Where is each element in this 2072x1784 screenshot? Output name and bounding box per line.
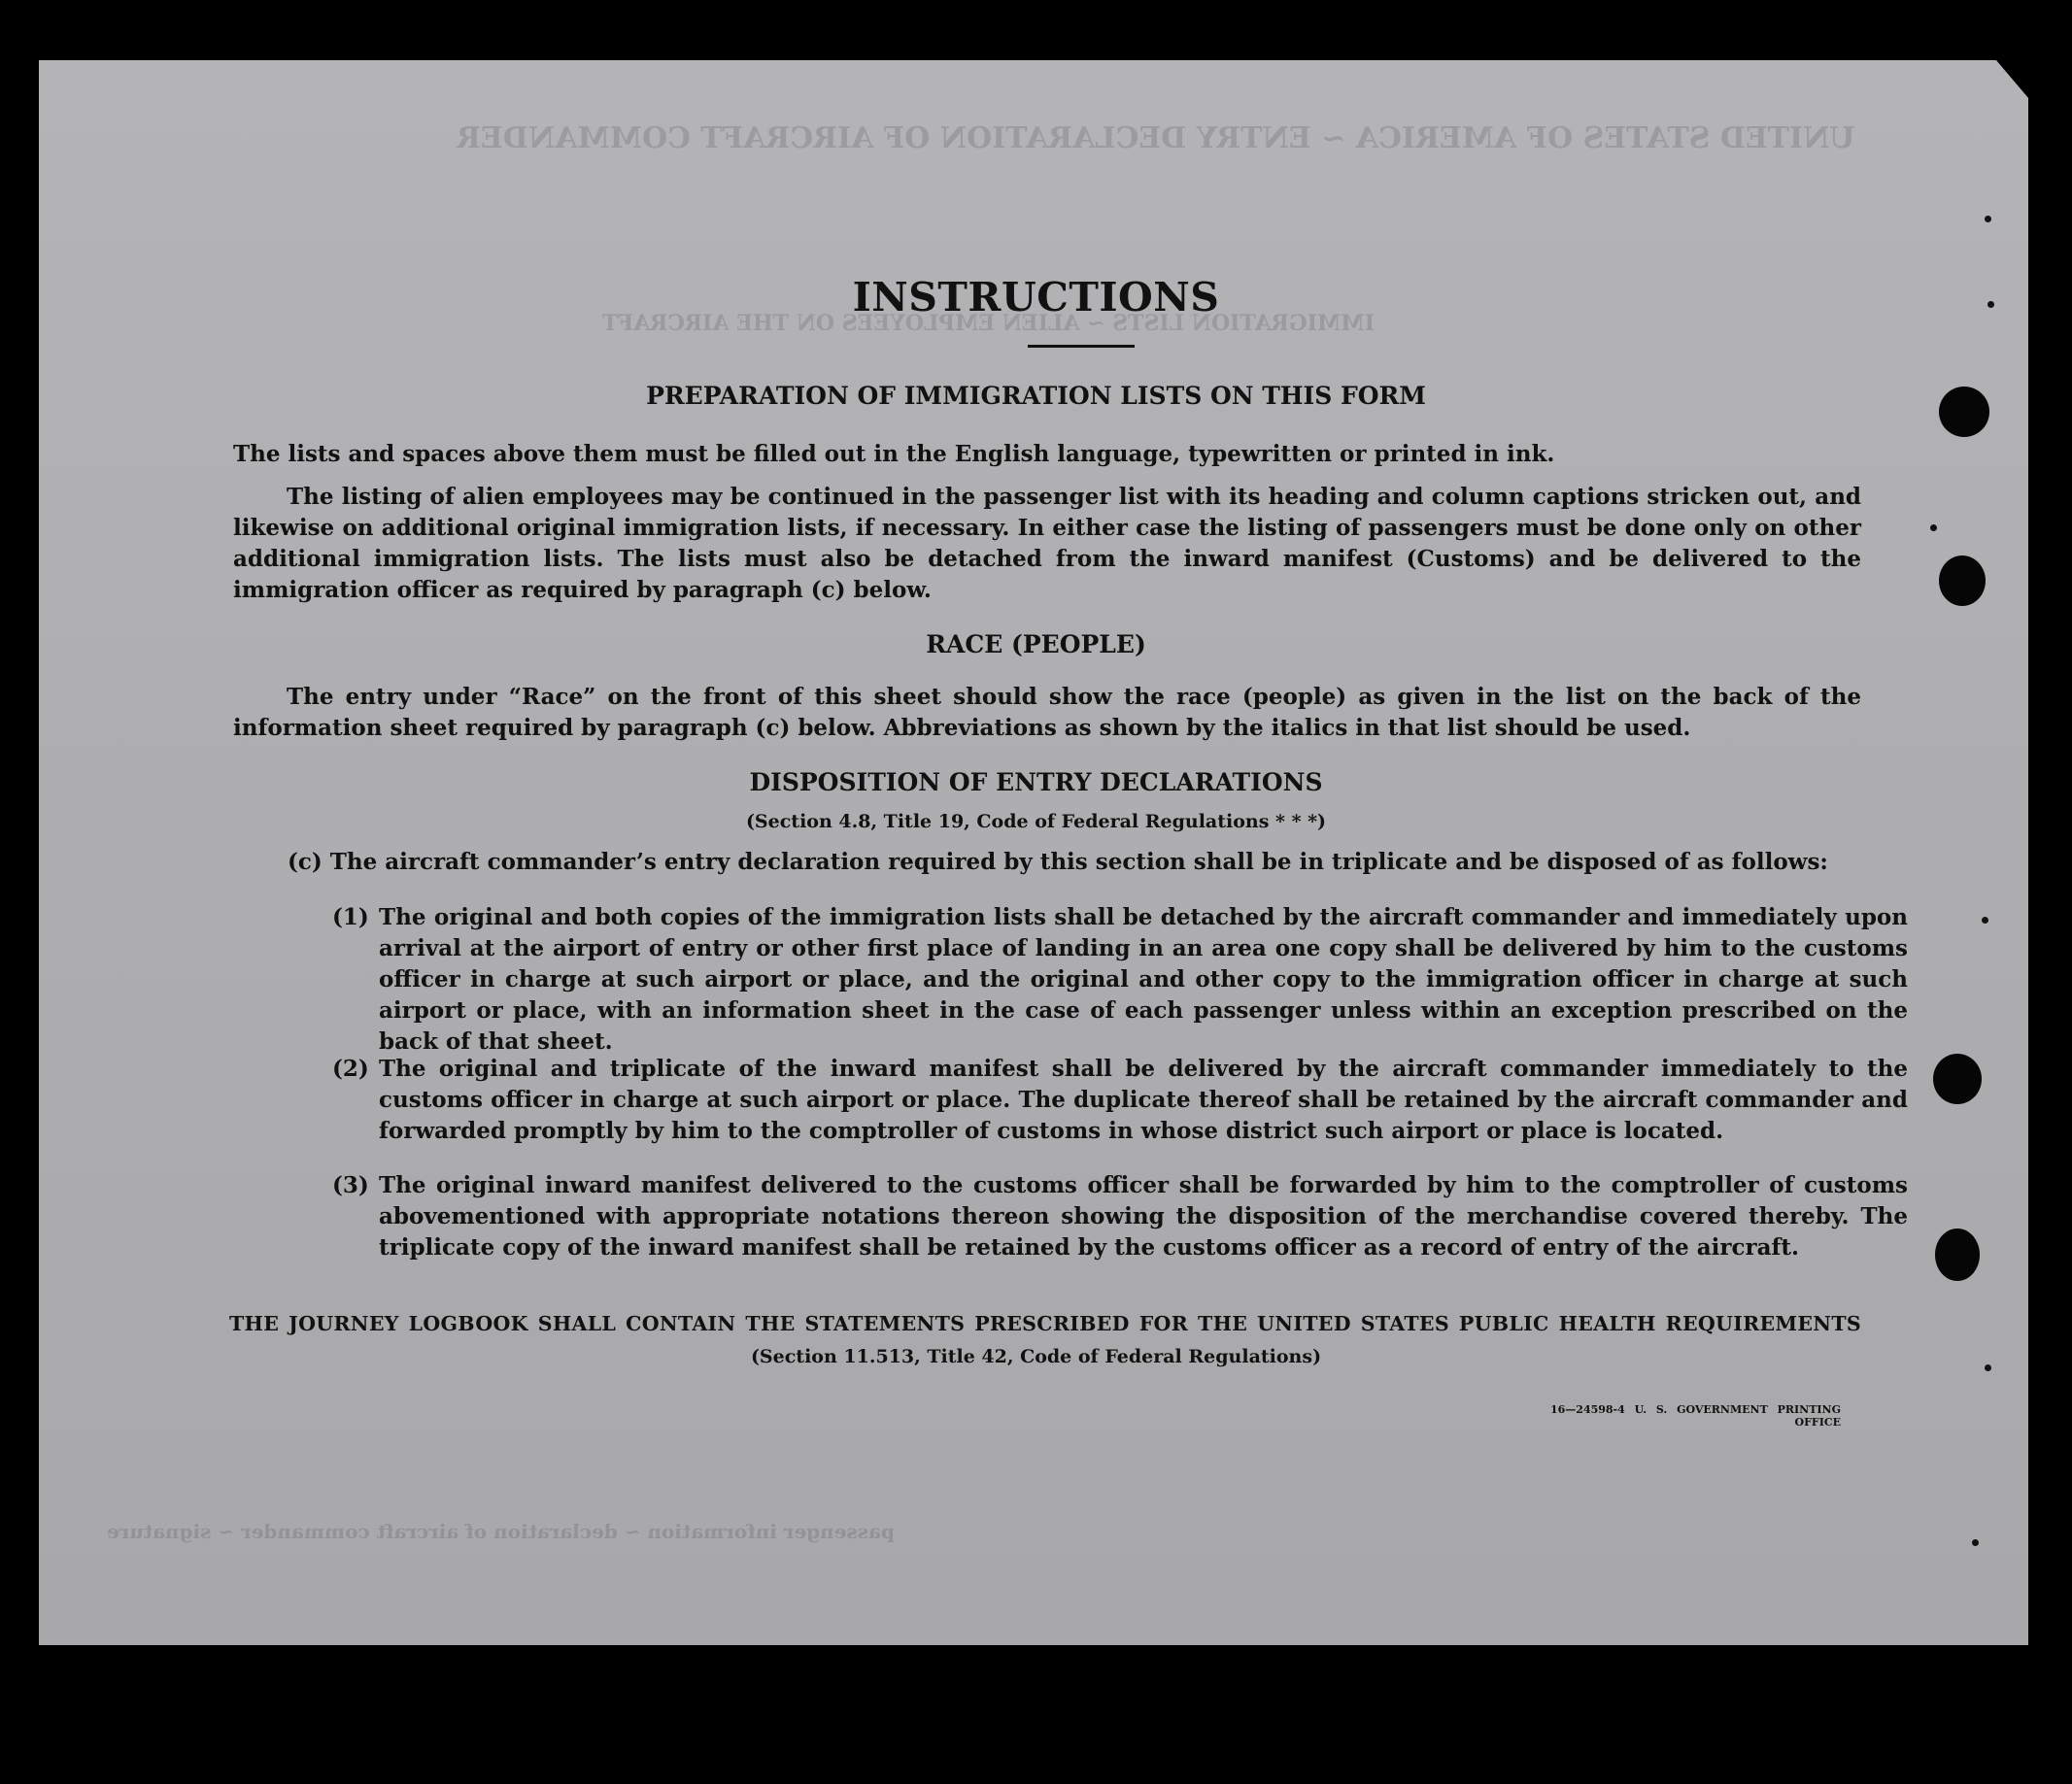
print-code: 16—24598-4 [1549,1403,1625,1416]
item-number: (3) [332,1172,369,1198]
paragraph-alien-employees: The listing of alien employees may be continued in the passenger list with its heading and column captions stricken out, and likewise on additional original immigration lists, if necessary. In either case the listing of passengers must be done only on other additional immigration lists. The lists must also be detached from the inward manifest (Customs) and be delivered to the immigration officer as required by paragraph (c) below. [233,484,1861,603]
section-heading-disposition: DISPOSITION OF ENTRY DECLARATIONS [749,768,1323,796]
bleed-through: UNITED STATES OF AMERICA ~ ENTRY DECLARATION OF AIRCRAFT COMMANDER [457,121,1855,155]
disposition-item-3 [332,1170,1908,1263]
printer-name: U. S. GOVERNMENT PRINTING OFFICE [1634,1403,1841,1429]
punch-hole [1939,555,1986,606]
section-heading-preparation: PREPARATION OF IMMIGRATION LISTS ON THIS FORM [646,382,1426,410]
speck [1930,524,1937,531]
bleed-through: IMMIGRATION LISTS ~ ALIEN EMPLOYEES ON THE AIRCRAFT [602,311,1375,336]
public-health-statement: THE JOURNEY LOGBOOK SHALL CONTAIN THE STATEMENTS PRESCRIBED FOR THE UNITED STATES PUBLIC HEALTH REQUIREMENTS [229,1312,1861,1335]
item-number: (1) [332,904,369,930]
item-text: The original inward manifest delivered to the customs officer shall be forwarded by him to the comptroller of customs abovementioned with appropriate notations thereon showing the disposition of the merchandise covered thereby. The triplicate copy of the inward manifest shall be retained by the customs officer as a record of entry of the aircraft. [379,1172,1908,1261]
bleed-through: passenger information ~ declaration of aircraft commander ~ signature [107,1520,895,1543]
public-health-citation: (Section 11.513, Title 42, Code of Federal Regulations) [750,1346,1322,1367]
disposition-item-2 [332,1054,1908,1147]
disposition-item-1 [332,902,1908,1058]
item-text: The original and both copies of the immigration lists shall be detached by the aircraft commander and immediately upon arrival at the airport of entry or other first place of landing in an area one copy shall be delivered by him to the customs officer in charge at such airport or place, and the original and other copy to the immigration officer in charge at such airport or place, with an information sheet in the case of each passenger unless within an exception prescribed on the back of that sheet. [379,904,1908,1055]
punch-hole [1939,387,1989,437]
title-underline [1028,345,1135,348]
punch-hole [1933,1054,1982,1104]
item-text: The original and triplicate of the inward manifest shall be delivered by the aircraft commander immediately to the customs officer in charge at such airport or place. The duplicate thereof shall be retained by the aircraft commander and forwarded promptly by him to the comptroller of customs in whose district such airport or place is located. [379,1056,1908,1144]
speck [1987,301,1994,308]
paragraph-race-entry: The entry under “Race” on the front of this sheet should show the race (people) as given in the list on the back of the information sheet required by paragraph (c) below. Abbreviations as shown by the italics in that list should be used. [233,684,1861,741]
speck [1985,216,1991,222]
punch-hole [1935,1229,1980,1281]
speck [1982,917,1988,924]
speck [1985,1364,1991,1371]
printer-imprint [1501,1403,1841,1429]
paragraph-lists-language: The lists and spaces above them must be filled out in the English language, typewritten or printed in ink. [233,441,1555,467]
page-title: INSTRUCTIONS [852,274,1220,320]
item-number: (2) [332,1056,369,1082]
speck [1972,1539,1979,1546]
section-heading-race: RACE (PEOPLE) [926,630,1146,658]
disposition-citation: (Section 4.8, Title 19, Code of Federal Regulations * * *) [745,811,1327,832]
disposition-intro: (c) The aircraft commander’s entry declaration required by this section shall be in triplicate and be disposed of as follows: [288,849,1828,875]
